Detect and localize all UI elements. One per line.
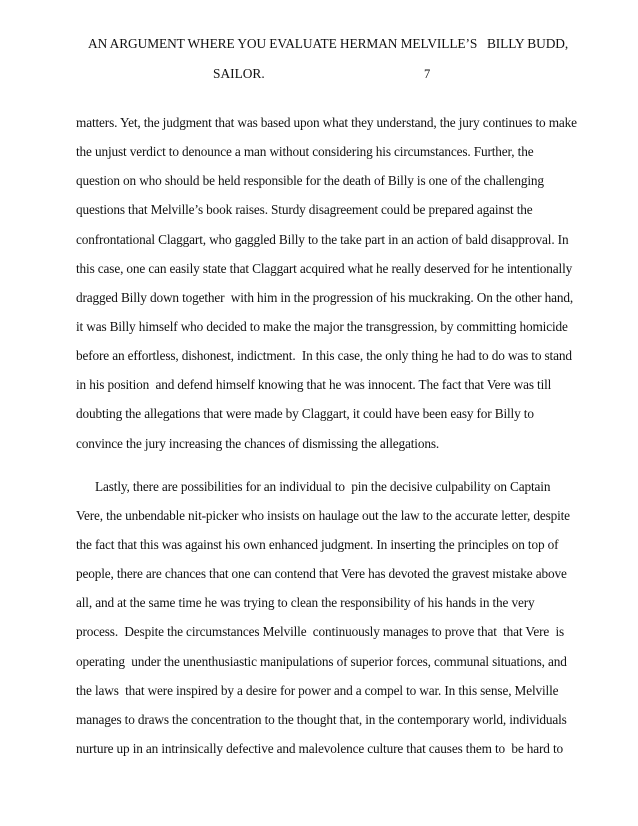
paragraph-2 bbox=[76, 472, 570, 763]
text-line: it was Billy himself who decided to make the major the transgression, by committing homicide bbox=[76, 318, 568, 334]
text-line: dragged Billy down together with him in the progression of his muckraking. On the other hand, bbox=[76, 289, 573, 305]
page-number: 7 bbox=[424, 67, 431, 81]
body-text bbox=[76, 108, 577, 763]
text-line: operating under the unenthusiastic manipulations of superior forces, communal situations, and bbox=[76, 653, 567, 669]
paragraph-gap bbox=[76, 458, 566, 472]
text-line: the fact that this was against his own enhanced judgment. In inserting the principles on top of bbox=[76, 536, 559, 552]
text-line: Lastly, there are possibilities for an individual to pin the decisive culpability on Captain bbox=[76, 478, 551, 494]
text-line: questions that Melville’s book raises. Sturdy disagreement could be prepared against the bbox=[76, 202, 533, 218]
text-line: convince the jury increasing the chances of dismissing the allegations. bbox=[76, 435, 440, 451]
text-line: matters. Yet, the judgment that was based upon what they understand, the jury continues to make bbox=[76, 115, 577, 130]
text-line: before an effortless, dishonest, indictment. In this case, the only thing he had to do was to stand bbox=[76, 348, 572, 364]
text-line: confrontational Claggart, who gaggled Billy to the take part in an action of bald disapproval. In bbox=[76, 231, 569, 247]
text-line: question on who should be held responsible for the death of Billy is one of the challenging bbox=[76, 173, 544, 189]
running-header-title: AN ARGUMENT WHERE YOU EVALUATE HERMAN MELVILLE’S BILLY BUDD, bbox=[88, 36, 569, 51]
text-line: in his position and defend himself knowing that he was innocent. The fact that Vere was till bbox=[76, 377, 552, 393]
running-header-title-continued: SAILOR. bbox=[213, 66, 265, 81]
text-line: this case, one can easily state that Claggart acquired what he really deserved for he intentionally bbox=[76, 260, 573, 276]
text-line: doubting the allegations that were made by Claggart, it could have been easy for Billy to bbox=[76, 406, 534, 422]
text-line: manages to draws the concentration to the thought that, in the contemporary world, individuals bbox=[76, 711, 567, 727]
text-line: nurture up in an intrinsically defective and malevolence culture that causes them to be hard to bbox=[76, 740, 564, 756]
text-line: Vere, the unbendable nit-picker who insists on haulage out the law to the accurate letter, despite bbox=[76, 507, 570, 523]
text-line: people, there are chances that one can contend that Vere has devoted the gravest mistake above bbox=[76, 566, 567, 582]
text-line: the unjust verdict to denounce a man without considering his circumstances. Further, the bbox=[76, 144, 534, 160]
paragraph-1 bbox=[76, 108, 577, 458]
text-line: the laws that were inspired by a desire for power and a compel to war. In this sense, Melville bbox=[76, 682, 559, 698]
text-line: process. Despite the circumstances Melville continuously manages to prove that that Vere is bbox=[76, 624, 565, 640]
text-line: all, and at the same time he was trying to clean the responsibility of his hands in the very bbox=[76, 595, 535, 611]
